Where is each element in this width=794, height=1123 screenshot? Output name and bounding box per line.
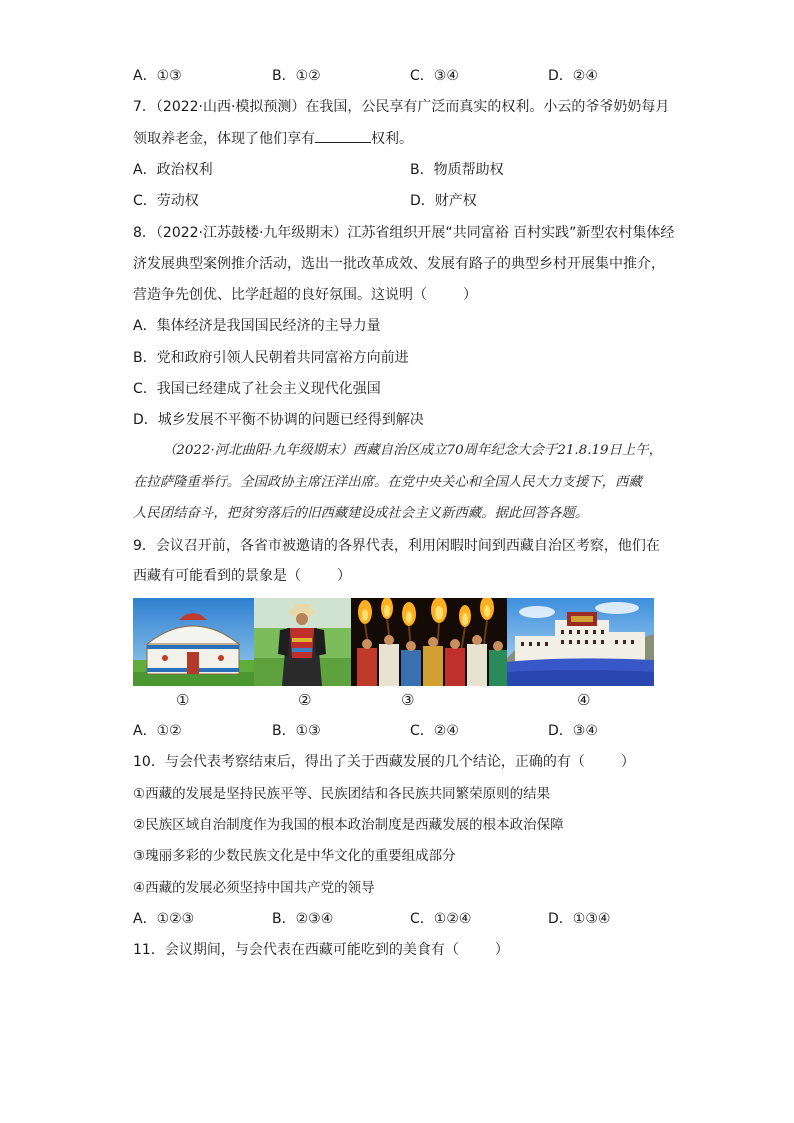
q7-stem-text: 领取养老金，体现了他们享有 [133,131,315,147]
q8-stem-line3 [133,285,477,305]
q7-option-b[interactable]: B．物质帮助权 [410,162,504,178]
potala-palace-photo [507,598,654,686]
q11-stem-text: 11．会议期间，与会代表在西藏可能吃到的美食有（ [133,942,459,958]
q10-stem-text-end: ） [620,754,635,770]
q8-stem-line2: 济发展典型案例推介活动，选出一批改革成效、发展有路子的典型乡村开展集中推介， [133,256,665,272]
material-passage [133,435,663,530]
q8-option-a[interactable]: A．集体经济是我国国民经济的主导力量 [133,318,381,334]
q7-option-a[interactable]: A．政治权利 [133,162,213,178]
q8-stem-line1: 8．（2022·江苏鼓楼·九年级期末）江苏省组织开展“共同富裕 百村实践”新型农村集体经 [133,225,675,241]
q9-option-b[interactable]: B．①③ [272,723,321,739]
q6-option-a[interactable]: A．①③ [133,68,182,84]
q8-option-b[interactable]: B．党和政府引领人民朝着共同富裕方向前进 [133,350,409,366]
photo-label-1: ① [176,691,190,709]
q10-option-b[interactable]: B．②③④ [272,911,334,927]
q7-answer-blank [315,128,371,143]
torch-festival-photo [351,598,507,686]
q9-stem-line1: 9．会议召开前，各省市被邀请的各界代表，利用闲暇时间到西藏自治区考察，他们在 [133,538,660,554]
q10-options [133,909,693,929]
q10-statement-1: ①西藏的发展是坚持民族平等、民族团结和各民族共同繁荣原则的结果 [133,786,551,802]
q7-stem-text-end: 权利。 [371,131,413,147]
material-line3: 人民团结奋斗，把贫穷落后的旧西藏建设成社会主义新西藏。据此回答各题。 [133,506,589,521]
q8-stem-text-end: ） [463,287,477,303]
q6-option-b[interactable]: B．①② [272,68,321,84]
q9-option-a[interactable]: A．①② [133,723,182,739]
q8-option-c[interactable]: C．我国已经建成了社会主义现代化强国 [133,381,381,397]
photo-label-3: ③ [401,691,415,709]
q11-stem [133,940,509,960]
tibetan-costume-photo [254,598,351,686]
q7-option-d[interactable]: D．财产权 [410,193,477,209]
q9-photo-labels [133,690,654,710]
q10-statement-4: ④西藏的发展必须坚持中国共产党的领导 [133,880,375,896]
q10-stem-text: 10．与会代表考察结束后，得出了关于西藏发展的几个结论，正确的有（ [133,754,585,770]
q9-stem-line2 [133,566,351,586]
material-line2: 在拉萨隆重举行。全国政协主席汪洋出席。在党中央关心和全国人民大力支援下，西藏 [133,474,642,490]
q9-photo-strip [133,598,654,686]
q6-option-d[interactable]: D．②④ [548,68,598,84]
q10-statement-3: ③瑰丽多彩的少数民族文化是中华文化的重要组成部分 [133,848,456,864]
yurt-photo [133,598,254,686]
q10-statement-2: ②民族区域自治制度作为我国的根本政治制度是西藏发展的根本政治保障 [133,817,564,833]
q7-stem-line1: 7．（2022·山西·模拟预测）在我国，公民享有广泛而真实的权利。小云的爷爷奶奶每月 [133,99,670,115]
q9-stem-text-end: ） [337,568,351,584]
photo-label-2: ② [298,691,312,709]
q8-stem-text: 营造争先创优、比学赶超的良好氛围。这说明（ [133,287,427,303]
q10-option-d[interactable]: D．①③④ [548,911,611,927]
q7-stem-line2 [133,128,413,149]
material-line1: （2022·河北曲阳·九年级期末）西藏自治区成立70周年纪念大会于21.8.19日上午， [163,443,663,458]
q9-option-d[interactable]: D．③④ [548,723,598,739]
q9-options [133,721,693,741]
q9-stem-text: 西藏有可能看到的景象是（ [133,568,301,584]
q11-stem-text-end: ） [494,942,509,958]
q7-options-row1 [133,160,693,180]
q8-option-d[interactable]: D．城乡发展不平衡不协调的问题已经得到解决 [133,412,424,428]
q6-option-c[interactable]: C．③④ [410,68,459,84]
q7-option-c[interactable]: C．劳动权 [133,193,199,209]
q6-options [133,66,693,86]
q10-option-c[interactable]: C．①②④ [410,911,472,927]
photo-label-4: ④ [577,691,591,709]
q10-option-a[interactable]: A．①②③ [133,911,195,927]
q10-stem [133,752,635,772]
q9-option-c[interactable]: C．②④ [410,723,459,739]
q7-options-row2 [133,191,693,211]
